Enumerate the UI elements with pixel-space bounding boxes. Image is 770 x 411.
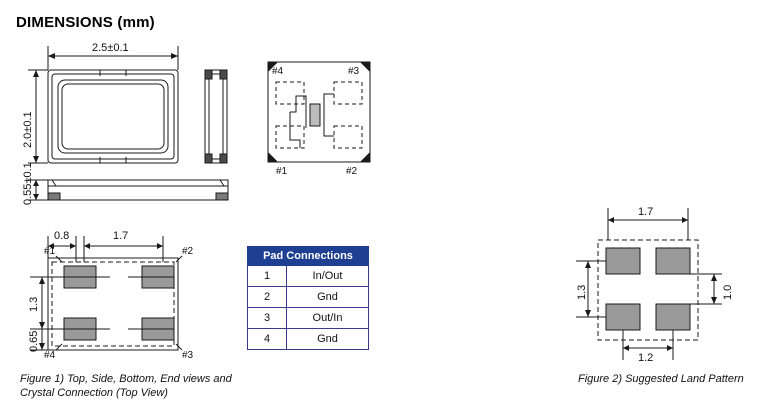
top-view-width-dimension: 2.5±0.1 bbox=[92, 42, 129, 54]
pad-number: 4 bbox=[248, 329, 287, 350]
land-pattern-top-dimension: 1.7 bbox=[638, 206, 654, 218]
table-row bbox=[248, 287, 369, 308]
pad-connections-table bbox=[247, 246, 369, 350]
crystal-pin-label-2: #2 bbox=[346, 166, 358, 177]
table-row bbox=[248, 308, 369, 329]
bottom-view-pin-label-3: #3 bbox=[182, 350, 194, 361]
crystal-pin-label-3: #3 bbox=[348, 66, 360, 77]
crystal-pin-label-4: #4 bbox=[272, 66, 284, 77]
bottom-view-pad-offset-dimension: 0.8 bbox=[54, 230, 70, 242]
pad-connection: Out/In bbox=[287, 308, 369, 329]
table-row bbox=[248, 329, 369, 350]
bottom-view-pin-label-1: #1 bbox=[44, 246, 56, 257]
bottom-view-pad-span-dimension: 1.7 bbox=[113, 230, 129, 242]
pad-connection: In/Out bbox=[287, 266, 369, 287]
figure1-caption-line2: Crystal Connection (Top View) bbox=[20, 387, 168, 399]
pad-number: 1 bbox=[248, 266, 287, 287]
pad-connection: Gnd bbox=[287, 329, 369, 350]
pad-number: 3 bbox=[248, 308, 287, 329]
land-pattern-left-dimension: 1.3 bbox=[576, 284, 588, 300]
figure1-caption-line1: Figure 1) Top, Side, Bottom, End views and bbox=[20, 373, 232, 385]
pad-table-header: Pad Connections bbox=[248, 247, 369, 266]
bottom-view-pin-label-4: #4 bbox=[44, 350, 56, 361]
side-view-thickness-dimension: 0.55±0.1 bbox=[22, 162, 34, 205]
page-title: DIMENSIONS (mm) bbox=[16, 14, 155, 31]
crystal-pin-label-1: #1 bbox=[276, 166, 288, 177]
bottom-view-pin-label-2: #2 bbox=[182, 246, 194, 257]
bottom-view-pad-bottom-dimension: 0.65 bbox=[28, 330, 40, 352]
figure1-caption bbox=[20, 372, 280, 400]
land-pattern-bottom-dimension: 1.2 bbox=[638, 352, 654, 364]
pad-number: 2 bbox=[248, 287, 287, 308]
pad-connection: Gnd bbox=[287, 287, 369, 308]
land-pattern-right-dimension: 1.0 bbox=[722, 284, 734, 300]
table-row bbox=[248, 266, 369, 287]
bottom-view-pad-height-dimension: 1.3 bbox=[28, 296, 40, 312]
top-view-height-dimension: 2.0±0.1 bbox=[22, 111, 34, 148]
figure2-caption: Figure 2) Suggested Land Pattern bbox=[578, 373, 744, 385]
